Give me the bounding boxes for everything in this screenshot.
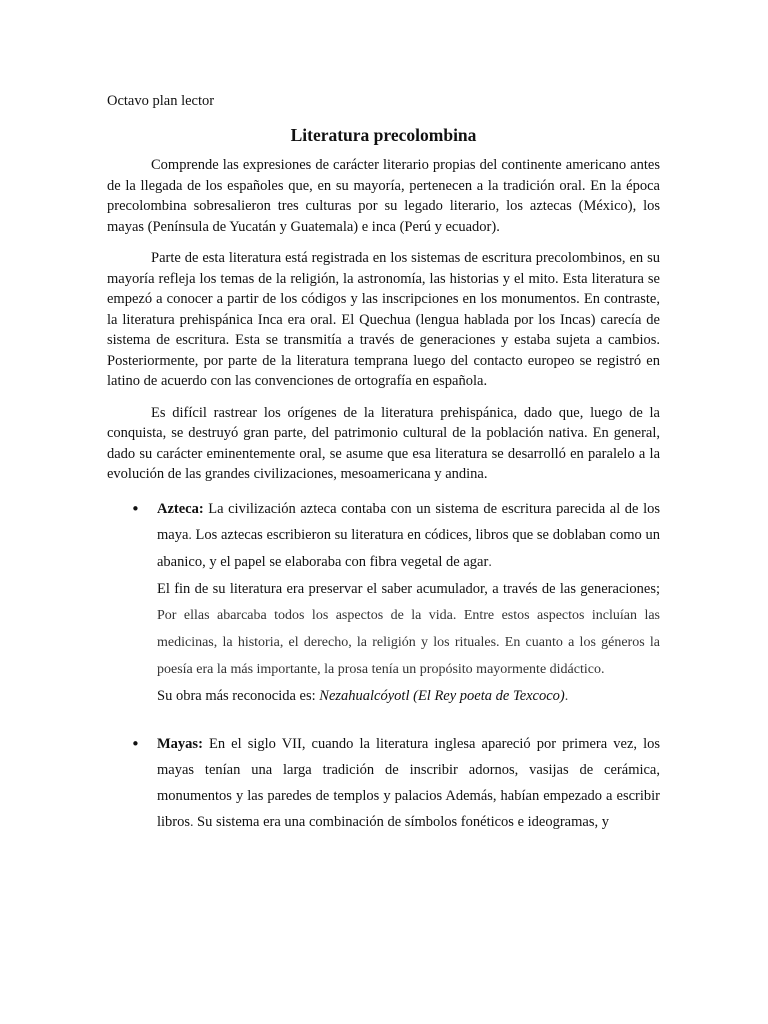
azteca-work bbox=[157, 683, 660, 710]
azteca-text-8: . En cuanto a los géneros la poesía era la más importante, la prosa tenía un propósito mayormente didáctico bbox=[157, 634, 660, 677]
azteca-text-6: Por ellas abarcaba todos los aspectos de la vida bbox=[157, 607, 453, 623]
document-page bbox=[107, 91, 660, 857]
mayas-text-3: Su sistema era una combinación de símbolos fonéticos e ideogramas, y bbox=[197, 813, 609, 830]
culture-list bbox=[107, 496, 660, 836]
azteca-work-suffix: . bbox=[564, 688, 569, 704]
azteca-text-4: . bbox=[488, 554, 492, 570]
bullet-icon: • bbox=[131, 734, 140, 753]
azteca-text-7: . Entre estos aspectos incluían las medicinas, la historia, el derecho, la religión y los rituales bbox=[157, 607, 660, 650]
paragraph-origins: Es difícil rastrear los orígenes de la literatura prehispánica, dado que, luego de la conquista, se destruyó gran parte, del patrimonio cultural de la población nativa. En general, dado su carácter eminentemente oral, se asume que esa literatura se desarrolló en paralelo a la evolución de las grandes civilizaciones, mesoamericana y andina. bbox=[107, 404, 660, 482]
azteca-text-1: La civilización azteca contaba con un sistema de escritura parecida al de los maya bbox=[157, 500, 660, 543]
azteca-purpose bbox=[157, 576, 660, 683]
azteca-text-3: Los aztecas escribieron su literatura en códices, libros que se doblaban como un abanico, y el papel se elaboraba con fibra vegetal de agar bbox=[157, 526, 661, 570]
azteca-work-prefix: Su obra más reconocida es: bbox=[157, 687, 320, 704]
paragraph-intro: Comprende las expresiones de carácter literario propias del continente americano antes de la llegada de los españoles que, en su mayoría, pertenecen a la tradición oral. En la época precolombina sobresalieron tres culturas por su legado literario, los aztecas (México), los mayas (Península de Yucatán y Guatemala) e inca (Perú y ecuador). bbox=[107, 157, 660, 235]
mayas-text-1: En el siglo VII, cuando la literatura inglesa apareció por primera vez, los mayas tenían una larga tradición de inscribir adornos, vasijas de cerámica, monumentos y las paredes de templos y palacios Además, habían empezado a escribir libros bbox=[157, 735, 660, 830]
list-item-mayas bbox=[107, 731, 660, 836]
bullet-icon: • bbox=[131, 499, 140, 518]
azteca-description bbox=[157, 496, 660, 576]
paragraph-writing-systems: Parte de esta literatura está registrada en los sistemas de escritura precolombinos, en su mayoría refleja los temas de la religión, la astronomía, las historias y el mito. Esta literatura se empezó a conocer a partir de los códigos y las inscripciones en los monumentos. En contraste, la literatura prehispánica Inca era oral. El Quechua (lengua hablada por los Incas) carecía de sistema de escritura. Esta se transmitía a través de generaciones y estaba sujeta a cambios. Posteriormente, por parte de la literatura temprana luego del contacto europeo se registró en latino de acuerdo con las convenciones de ortografía en española. bbox=[107, 250, 660, 389]
list-item-azteca bbox=[107, 496, 660, 710]
azteca-label: Azteca: bbox=[157, 500, 204, 517]
azteca-work-title: Nezahualcóyotl (El Rey poeta de Texcoco) bbox=[319, 687, 565, 704]
document-title: Literatura precolombina bbox=[290, 125, 477, 145]
azteca-text-2: . bbox=[188, 527, 196, 543]
azteca-text-5: El fin de su literatura era preservar el saber acumulador, a través de las generaciones; bbox=[157, 580, 660, 597]
mayas-description bbox=[157, 731, 660, 836]
mayas-label: Mayas: bbox=[157, 735, 203, 752]
header-label: Octavo plan lector bbox=[107, 93, 215, 109]
azteca-text-9: . bbox=[600, 661, 605, 677]
mayas-text-2: . bbox=[190, 814, 198, 830]
